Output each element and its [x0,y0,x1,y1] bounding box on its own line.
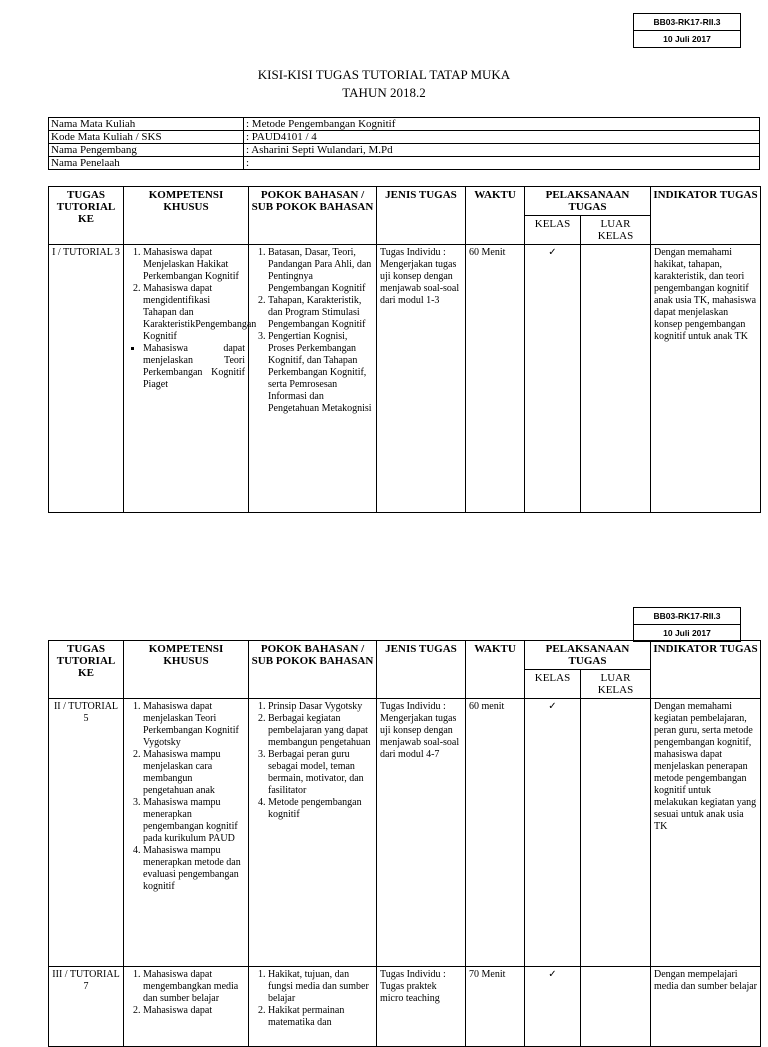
luar-kelas-cell [581,245,651,513]
pokok-cell [249,699,377,967]
header-waktu: WAKTU [466,641,525,699]
kompetensi-cell [124,967,249,1047]
list-item: 1. Mahasiswa dapat menjelaskan Teori Perkembangan Kognitif Vygotsky [143,701,245,749]
info-label: Nama Pengembang [49,144,244,157]
info-row [49,118,760,131]
table-row [49,245,761,513]
header-kompetensi: KOMPETENSI KHUSUS [124,641,249,699]
header-luar-kelas: LUAR KELAS [581,216,651,245]
pokok-cell [249,245,377,513]
list-item: 1. Batasan, Dasar, Teori, Pandangan Para Ahli, dan Pentingnya Pengembangan Kognitif [268,247,373,295]
list-item: 2. Berbagai kegiatan pembelajaran yang dapat membangun pengetahuan [268,713,373,749]
page-title: KISI-KISI TUGAS TUTORIAL TATAP MUKA [257,67,511,82]
header-indikator: INDIKATOR TUGAS [651,187,761,245]
header-kelas: KELAS [525,670,581,699]
header-luar-kelas: LUAR KELAS [581,670,651,699]
tutorial-table-2 [48,640,761,1047]
info-label: Nama Mata Kuliah [49,118,244,131]
tutorial-table-1 [48,186,761,513]
info-label: Nama Penelaah [49,157,244,170]
course-info-table [48,117,760,170]
header-jenis: JENIS TUGAS [377,187,466,245]
indikator-cell: Dengan memahami kegiatan pembelajaran, peran guru, serta metode pengembangan kognitif, mahasiswa dapat menjelaskan penerapan metode pengembangan kognitif untuk melakukan kegiatan yang sesuai untuk anak usia TK [651,699,761,967]
header-tugas: TUGAS TUTORIAL KE [49,187,124,245]
page-subtitle: TAHUN 2018.2 [342,85,426,100]
kelas-check-icon: ✓ [525,967,581,1047]
table-row [49,699,761,967]
indikator-cell: Dengan mempelajari media dan sumber belajar [651,967,761,1047]
tutorial-cell: II / TUTORIAL 5 [49,699,124,967]
document-code-box [633,13,741,48]
tutorial-cell: I / TUTORIAL 3 [49,245,124,513]
header-kelas: KELAS [525,216,581,245]
jenis-cell: Tugas Individu : Mengerjakan tugas uji konsep dengan menjawab soal-soal dari modul 4-7 [377,699,466,967]
list-item: 3. Berbagai peran guru sebagai model, teman bermain, motivator, dan fasilitator [268,749,373,797]
jenis-cell: Tugas Individu : Tugas praktek micro teaching [377,967,466,1047]
list-item: 2. Tahapan, Karakteristik, dan Program Stimulasi Pengembangan Kognitif [268,295,373,331]
list-item: 2. Mahasiswa dapat mengidentifikasi Tahapan dan KarakteristikPengembangan Kognitif [143,283,245,343]
header-kompetensi: KOMPETENSI KHUSUS [124,187,249,245]
header-pelaksanaan: PELAKSANAAN TUGAS [525,641,651,670]
list-item: 4. Metode pengembangan kognitif [268,797,373,821]
info-label: Kode Mata Kuliah / SKS [49,131,244,144]
document-code: BB03-RK17-RII.3 [634,14,741,31]
list-item: ▪ Mahasiswa dapat menjelaskan Teori Perkembangan Kognitif Piaget [143,343,245,391]
info-value: : PAUD4101 / 4 [244,131,760,144]
waktu-cell: 60 menit [466,699,525,967]
list-item: 2. Mahasiswa dapat [143,1005,245,1017]
list-item: 2. Hakikat permainan matematika dan [268,1005,373,1029]
header-pokok: POKOK BAHASAN / SUB POKOK BAHASAN [249,187,377,245]
header-waktu: WAKTU [466,187,525,245]
pokok-cell [249,967,377,1047]
header-pelaksanaan: PELAKSANAAN TUGAS [525,187,651,216]
header-tugas: TUGAS TUTORIAL KE [49,641,124,699]
document-date: 10 Juli 2017 [634,625,741,642]
document-code-box-2 [633,607,741,642]
list-item: 1. Mahasiswa dapat Menjelaskan Hakikat Perkembangan Kognitif [143,247,245,283]
document-code: BB03-RK17-RII.3 [634,608,741,625]
header-jenis: JENIS TUGAS [377,641,466,699]
list-item: 1. Prinsip Dasar Vygotsky [268,701,373,713]
list-item: 4. Mahasiswa mampu menerapkan metode dan evaluasi pengembangan kognitif [143,845,245,893]
list-item: 1. Hakikat, tujuan, dan fungsi media dan sumber belajar [268,969,373,1005]
info-row [49,157,760,170]
info-value: : Metode Pengembangan Kognitif [244,118,760,131]
tutorial-cell: III / TUTORIAL 7 [49,967,124,1047]
waktu-cell: 60 Menit [466,245,525,513]
kelas-check-icon: ✓ [525,245,581,513]
kelas-check-icon: ✓ [525,699,581,967]
header-indikator: INDIKATOR TUGAS [651,641,761,699]
info-row [49,131,760,144]
document-date: 10 Juli 2017 [634,31,741,48]
list-item: 2. Mahasiswa mampu menjelaskan cara membangun pengetahuan anak [143,749,245,797]
info-value: : Asharini Septi Wulandari, M.Pd [244,144,760,157]
luar-kelas-cell [581,699,651,967]
header-pokok: POKOK BAHASAN / SUB POKOK BAHASAN [249,641,377,699]
list-item: 1. Mahasiswa dapat mengembangkan media dan sumber belajar [143,969,245,1005]
kompetensi-cell [124,245,257,513]
kompetensi-cell [124,699,249,967]
list-item: 3. Mahasiswa mampu menerapkan pengembangan kognitif pada kurikulum PAUD [143,797,245,845]
indikator-cell: Dengan memahami hakikat, tahapan, karakteristik, dan teori pengembangan kognitif anak usia TK, mahasiswa dapat menjelaskan konsep pengembangan kognitif untuk anak TK [651,245,761,513]
info-value: : [244,157,760,170]
info-row [49,144,760,157]
list-item: 3. Pengertian Kognisi, Proses Perkembangan Kognitif, dan Tahapan Perkembangan Kognitif, serta Pemrosesan Informasi dan Pengetahuan Metakognisi [268,331,373,415]
table-row [49,967,761,1047]
luar-kelas-cell [581,967,651,1047]
waktu-cell: 70 Menit [466,967,525,1047]
jenis-cell: Tugas Individu : Mengerjakan tugas uji konsep dengan menjawab soal-soal dari modul 1-3 [377,245,466,513]
